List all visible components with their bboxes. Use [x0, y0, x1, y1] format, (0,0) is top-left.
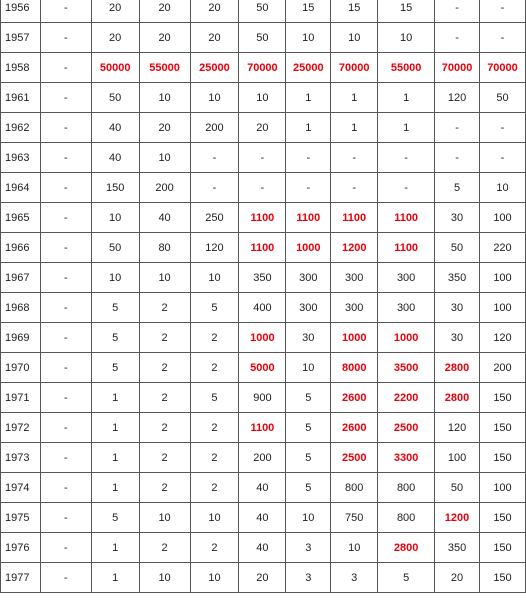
year-cell: 1972 — [1, 413, 41, 443]
value-cell: 300 — [331, 263, 378, 293]
value-cell: 10 — [190, 563, 239, 593]
value-cell: - — [40, 533, 91, 563]
value-cell: 70000 — [239, 53, 286, 83]
value-cell: 100 — [479, 203, 525, 233]
value-cell: 5 — [286, 413, 331, 443]
value-cell: 100 — [479, 263, 525, 293]
value-cell: - — [40, 383, 91, 413]
value-cell: - — [190, 173, 239, 203]
value-cell: 20 — [190, 0, 239, 23]
value-cell: 10 — [190, 83, 239, 113]
value-cell: 350 — [435, 263, 480, 293]
value-cell: 2 — [139, 383, 190, 413]
year-cell: 1975 — [1, 503, 41, 533]
value-cell: 2 — [190, 353, 239, 383]
value-cell: 5000 — [239, 353, 286, 383]
value-cell: 150 — [479, 443, 525, 473]
value-cell: 10 — [139, 263, 190, 293]
year-cell: 1967 — [1, 263, 41, 293]
value-cell: - — [479, 113, 525, 143]
year-cell: 1957 — [1, 23, 41, 53]
value-cell: - — [331, 173, 378, 203]
value-cell: 2 — [139, 323, 190, 353]
value-cell: 10 — [239, 83, 286, 113]
value-cell: 100 — [479, 473, 525, 503]
value-cell: 1200 — [435, 503, 480, 533]
value-cell: 1100 — [286, 203, 331, 233]
value-cell: 10 — [190, 503, 239, 533]
year-cell: 1974 — [1, 473, 41, 503]
value-cell: - — [40, 233, 91, 263]
value-cell: 10 — [139, 143, 190, 173]
value-cell: 10 — [378, 23, 435, 53]
value-cell: 2 — [190, 443, 239, 473]
value-cell: 1 — [91, 383, 139, 413]
value-cell: 50 — [435, 473, 480, 503]
value-cell: - — [479, 23, 525, 53]
year-cell: 1968 — [1, 293, 41, 323]
value-cell: - — [40, 413, 91, 443]
value-cell: 55000 — [139, 53, 190, 83]
value-cell: 10 — [286, 353, 331, 383]
value-cell: 2600 — [331, 413, 378, 443]
value-cell: 1 — [378, 113, 435, 143]
year-cell: 1976 — [1, 533, 41, 563]
value-cell: 1100 — [239, 233, 286, 263]
value-cell: 10 — [331, 533, 378, 563]
value-cell: 400 — [239, 293, 286, 323]
value-cell: - — [286, 173, 331, 203]
value-cell: - — [40, 443, 91, 473]
value-cell: - — [435, 23, 480, 53]
value-cell: 900 — [239, 383, 286, 413]
value-cell: 5 — [91, 503, 139, 533]
value-cell: 25000 — [286, 53, 331, 83]
table-row — [1, 0, 526, 23]
value-cell: 120 — [435, 413, 480, 443]
value-cell: 50 — [91, 233, 139, 263]
value-cell: 10 — [190, 263, 239, 293]
value-cell: 5 — [286, 443, 331, 473]
value-cell: 350 — [239, 263, 286, 293]
value-cell: 1 — [91, 443, 139, 473]
value-cell: 300 — [286, 293, 331, 323]
value-cell: 2800 — [378, 533, 435, 563]
value-cell: - — [40, 0, 91, 23]
value-cell: 1100 — [378, 203, 435, 233]
table-row — [1, 53, 526, 83]
table-row — [1, 533, 526, 563]
value-cell: 300 — [286, 263, 331, 293]
value-cell: - — [435, 143, 480, 173]
year-cell: 1961 — [1, 83, 41, 113]
value-cell: 100 — [435, 443, 480, 473]
table-row — [1, 203, 526, 233]
value-cell: 10 — [91, 203, 139, 233]
value-cell: - — [40, 503, 91, 533]
value-cell: 20 — [139, 23, 190, 53]
value-cell: 40 — [91, 113, 139, 143]
value-cell: 1100 — [239, 413, 286, 443]
value-cell: - — [378, 173, 435, 203]
value-cell: 30 — [435, 323, 480, 353]
value-cell: 15 — [378, 0, 435, 23]
value-cell: - — [40, 83, 91, 113]
value-cell: 20 — [91, 23, 139, 53]
table-row — [1, 353, 526, 383]
value-cell: 2 — [139, 533, 190, 563]
value-cell: - — [40, 203, 91, 233]
value-cell: 150 — [479, 413, 525, 443]
year-cell: 1963 — [1, 143, 41, 173]
value-cell: 40 — [239, 473, 286, 503]
table-row — [1, 413, 526, 443]
value-cell: 15 — [331, 0, 378, 23]
value-cell: 1000 — [286, 233, 331, 263]
year-cell: 1962 — [1, 113, 41, 143]
value-cell: 20 — [239, 113, 286, 143]
table-row — [1, 293, 526, 323]
value-cell: 50000 — [91, 53, 139, 83]
value-cell: 10 — [331, 23, 378, 53]
value-cell: 70000 — [331, 53, 378, 83]
value-cell: - — [479, 143, 525, 173]
value-cell: 2 — [190, 473, 239, 503]
value-cell: 10 — [91, 263, 139, 293]
value-cell: - — [40, 563, 91, 593]
value-cell: 1100 — [331, 203, 378, 233]
value-cell: - — [286, 143, 331, 173]
table-body — [1, 0, 526, 593]
value-cell: 150 — [479, 563, 525, 593]
value-cell: 120 — [190, 233, 239, 263]
value-cell: 70000 — [479, 53, 525, 83]
value-cell: 30 — [286, 323, 331, 353]
value-cell: 200 — [239, 443, 286, 473]
value-cell: - — [40, 323, 91, 353]
value-cell: 30 — [435, 203, 480, 233]
value-cell: 300 — [331, 293, 378, 323]
value-cell: 220 — [479, 233, 525, 263]
value-cell: 200 — [190, 113, 239, 143]
value-cell: 120 — [435, 83, 480, 113]
value-cell: 150 — [479, 533, 525, 563]
value-cell: 40 — [239, 533, 286, 563]
value-cell: 2500 — [378, 413, 435, 443]
value-cell: 1 — [286, 83, 331, 113]
table-row — [1, 113, 526, 143]
value-cell: 20 — [239, 563, 286, 593]
value-cell: 800 — [331, 473, 378, 503]
table-row — [1, 503, 526, 533]
value-cell: 350 — [435, 533, 480, 563]
year-cell: 1956 — [1, 0, 41, 23]
value-cell: 2 — [139, 443, 190, 473]
value-cell: 1200 — [331, 233, 378, 263]
value-cell: 2500 — [331, 443, 378, 473]
table-row — [1, 383, 526, 413]
value-cell: 1 — [331, 113, 378, 143]
value-cell: 3 — [286, 563, 331, 593]
value-cell: 70000 — [435, 53, 480, 83]
value-cell: 5 — [91, 353, 139, 383]
value-cell: - — [435, 113, 480, 143]
value-cell: 5 — [91, 323, 139, 353]
value-cell: 3500 — [378, 353, 435, 383]
table-row — [1, 173, 526, 203]
value-cell: 10 — [286, 23, 331, 53]
year-cell: 1965 — [1, 203, 41, 233]
value-cell: 800 — [378, 473, 435, 503]
table-row — [1, 233, 526, 263]
value-cell: 750 — [331, 503, 378, 533]
value-cell: 20 — [139, 0, 190, 23]
value-cell: 120 — [479, 323, 525, 353]
table-row — [1, 323, 526, 353]
value-cell: 150 — [479, 383, 525, 413]
value-cell: 2 — [139, 353, 190, 383]
value-cell: - — [239, 173, 286, 203]
value-cell: 40 — [139, 203, 190, 233]
table-row — [1, 23, 526, 53]
value-cell: 1 — [91, 533, 139, 563]
value-cell: - — [435, 0, 480, 23]
value-cell: 50 — [91, 83, 139, 113]
value-cell: 2800 — [435, 353, 480, 383]
table-row — [1, 443, 526, 473]
year-cell: 1977 — [1, 563, 41, 593]
year-cell: 1966 — [1, 233, 41, 263]
table-row — [1, 83, 526, 113]
value-cell: 2 — [190, 533, 239, 563]
value-cell: 5 — [190, 383, 239, 413]
value-cell: 30 — [435, 293, 480, 323]
value-cell: 5 — [286, 473, 331, 503]
value-cell: - — [190, 143, 239, 173]
value-cell: 80 — [139, 233, 190, 263]
value-cell: 2 — [190, 323, 239, 353]
year-cell: 1973 — [1, 443, 41, 473]
year-cell: 1971 — [1, 383, 41, 413]
value-cell: 2 — [139, 413, 190, 443]
year-cell: 1964 — [1, 173, 41, 203]
value-cell: 2 — [139, 473, 190, 503]
value-cell: 1 — [91, 563, 139, 593]
value-cell: - — [40, 143, 91, 173]
value-cell: 300 — [378, 293, 435, 323]
value-cell: 800 — [378, 503, 435, 533]
value-cell: 10 — [286, 503, 331, 533]
value-cell: 1100 — [239, 203, 286, 233]
value-cell: 1100 — [378, 233, 435, 263]
table-row — [1, 473, 526, 503]
value-cell: 5 — [435, 173, 480, 203]
value-cell: 25000 — [190, 53, 239, 83]
value-cell: 3 — [331, 563, 378, 593]
value-cell: 3 — [286, 533, 331, 563]
value-cell: - — [40, 53, 91, 83]
value-cell: - — [479, 0, 525, 23]
value-cell: 5 — [91, 293, 139, 323]
table-row — [1, 263, 526, 293]
value-cell: 2800 — [435, 383, 480, 413]
value-cell: 8000 — [331, 353, 378, 383]
value-cell: 150 — [479, 503, 525, 533]
value-cell: - — [40, 23, 91, 53]
value-cell: 1000 — [239, 323, 286, 353]
value-cell: 50 — [479, 83, 525, 113]
table-row — [1, 563, 526, 593]
value-cell: - — [40, 263, 91, 293]
value-cell: - — [40, 473, 91, 503]
value-cell: 10 — [139, 563, 190, 593]
value-cell: 50 — [239, 0, 286, 23]
value-cell: - — [40, 353, 91, 383]
value-cell: 50 — [435, 233, 480, 263]
value-cell: 5 — [378, 563, 435, 593]
value-cell: 2 — [139, 293, 190, 323]
value-cell: 5 — [190, 293, 239, 323]
value-cell: 10 — [139, 83, 190, 113]
value-cell: 1000 — [331, 323, 378, 353]
value-cell: - — [331, 143, 378, 173]
year-cell: 1970 — [1, 353, 41, 383]
value-cell: 2600 — [331, 383, 378, 413]
value-cell: 1 — [378, 83, 435, 113]
value-cell: - — [40, 173, 91, 203]
value-cell: 300 — [378, 263, 435, 293]
value-cell: 200 — [139, 173, 190, 203]
value-cell: 1 — [91, 413, 139, 443]
value-cell: 20 — [435, 563, 480, 593]
value-cell: 20 — [139, 113, 190, 143]
table-row — [1, 143, 526, 173]
year-cell: 1958 — [1, 53, 41, 83]
value-cell: 10 — [479, 173, 525, 203]
value-cell: - — [378, 143, 435, 173]
value-cell: 10 — [139, 503, 190, 533]
value-cell: 5 — [286, 383, 331, 413]
value-cell: 20 — [190, 23, 239, 53]
value-cell: 40 — [239, 503, 286, 533]
value-cell: 2 — [190, 413, 239, 443]
value-cell: 200 — [479, 353, 525, 383]
value-cell: 3300 — [378, 443, 435, 473]
value-cell: 1 — [286, 113, 331, 143]
value-cell: 1 — [331, 83, 378, 113]
value-cell: 2200 — [378, 383, 435, 413]
value-cell: 20 — [91, 0, 139, 23]
value-cell: - — [40, 293, 91, 323]
value-cell: 50 — [239, 23, 286, 53]
value-cell: 1 — [91, 473, 139, 503]
value-cell: 150 — [91, 173, 139, 203]
value-cell: - — [40, 113, 91, 143]
value-cell: - — [239, 143, 286, 173]
value-cell: 1000 — [378, 323, 435, 353]
value-cell: 40 — [91, 143, 139, 173]
value-cell: 250 — [190, 203, 239, 233]
value-cell: 55000 — [378, 53, 435, 83]
year-cell: 1969 — [1, 323, 41, 353]
value-cell: 100 — [479, 293, 525, 323]
value-cell: 15 — [286, 0, 331, 23]
